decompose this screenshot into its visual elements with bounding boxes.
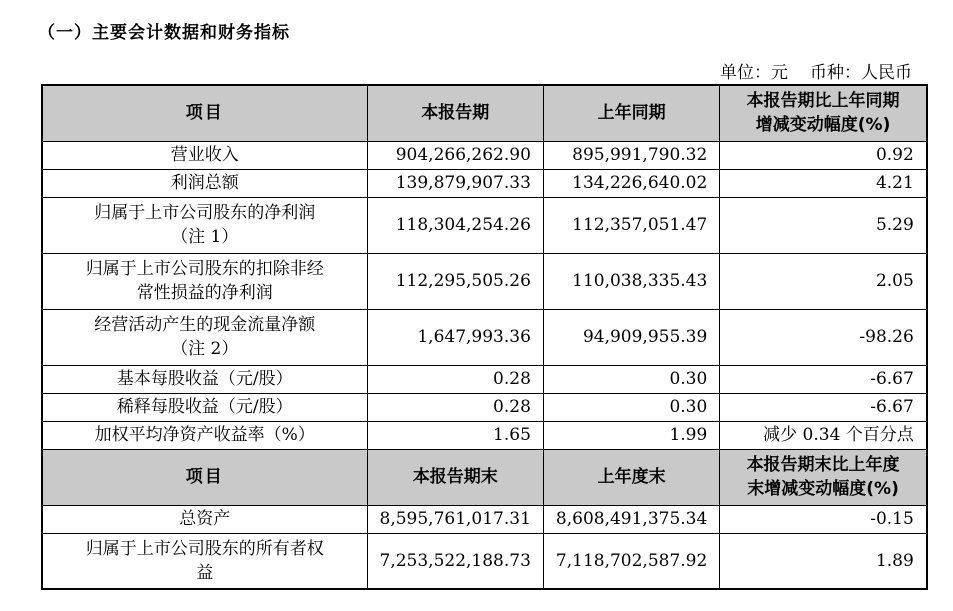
header2-change [720,449,927,505]
row-change-value: 5.29 [720,197,927,253]
row-label: 稀释每股收益（元/股） [42,393,367,421]
row-change-value: -6.67 [720,393,927,421]
row-change-value: 2.05 [720,253,927,309]
row-current-value: 0.28 [367,393,543,421]
row-previous-value: 112,357,051.47 [543,197,719,253]
row-current-value: 904,266,262.90 [367,141,543,169]
unit-line [720,58,912,83]
row-label-line1: 经营活动产生的现金流量净额 [94,315,316,335]
table-row [42,197,927,253]
header-change-line2: 增减变动幅度(%) [755,115,891,136]
row-previous-value: 8,608,491,375.34 [543,505,719,533]
row-previous-value: 895,991,790.32 [543,141,719,169]
row-current-value: 8,595,761,017.31 [367,505,543,533]
header-item: 项目 [42,85,367,141]
row-change-value: 0.92 [720,141,927,169]
header2-previous: 上年度末 [543,449,719,505]
table-row [42,393,927,421]
table-row [42,365,927,393]
table-row [42,253,927,309]
header2-change-line2: 末增减变动幅度(%) [747,479,899,499]
row-previous-value: 7,118,702,587.92 [543,533,719,589]
row-label: 营业收入 [42,141,367,169]
row-current-value: 1,647,993.36 [367,309,543,365]
row-label-line1: 归属于上市公司股东的扣除非经 [85,259,324,279]
section-title: （一）主要会计数据和财务指标 [38,23,290,43]
header-change [720,85,927,141]
row-label-line2: （注 1） [171,227,239,247]
row-previous-value: 1.99 [543,421,719,449]
row-label: 利润总额 [42,169,367,197]
row-label-line1: 归属于上市公司股东的净利润 [94,203,316,223]
row-label [42,533,367,589]
row-label: 总资产 [42,505,367,533]
row-current-value: 0.28 [367,365,543,393]
row-previous-value: 94,909,955.39 [543,309,719,365]
header-row-period-end [42,449,927,505]
row-previous-value: 0.30 [543,393,719,421]
table-body [42,85,927,589]
row-previous-value: 0.30 [543,365,719,393]
row-label [42,253,367,309]
row-label-line2: 益 [196,562,214,583]
row-current-value: 112,295,505.26 [367,253,543,309]
row-change-value: 4.21 [720,169,927,197]
unit-label: 单位：元 [720,63,788,83]
row-label-line2: 常性损益的净利润 [136,283,273,303]
row-current-value: 118,304,254.26 [367,197,543,253]
header2-current: 本报告期末 [367,449,543,505]
row-change-value: -98.26 [720,309,927,365]
row-label: 基本每股收益（元/股） [42,365,367,393]
table-row [42,421,927,449]
table-row [42,309,927,365]
header-row-period [42,85,927,141]
header2-item: 项目 [42,449,367,505]
header-current: 本报告期 [367,85,543,141]
row-label [42,197,367,253]
row-change-value: 减少 0.34 个百分点 [720,421,927,449]
row-current-value: 7,253,522,188.73 [367,533,543,589]
table-row [42,141,927,169]
header2-change-line1: 本报告期末比上年度 [746,455,900,475]
row-label-line1: 归属于上市公司股东的所有者权 [85,538,324,559]
row-change-value: -6.67 [720,365,927,393]
row-previous-value: 134,226,640.02 [543,169,719,197]
row-change-value: 1.89 [720,533,927,589]
row-current-value: 139,879,907.33 [367,169,543,197]
table-row [42,505,927,533]
row-label-line2: （注 2） [171,339,239,359]
row-previous-value: 110,038,335.43 [543,253,719,309]
table-row [42,533,927,589]
header-previous: 上年同期 [543,85,719,141]
row-change-value: -0.15 [720,505,927,533]
row-current-value: 1.65 [367,421,543,449]
table-row [42,169,927,197]
currency-label: 币种：人民币 [810,63,912,83]
header-change-line1: 本报告期比上年同期 [746,91,900,112]
financial-indicators-table [41,84,928,590]
row-label [42,309,367,365]
row-label: 加权平均净资产收益率（%） [42,421,367,449]
